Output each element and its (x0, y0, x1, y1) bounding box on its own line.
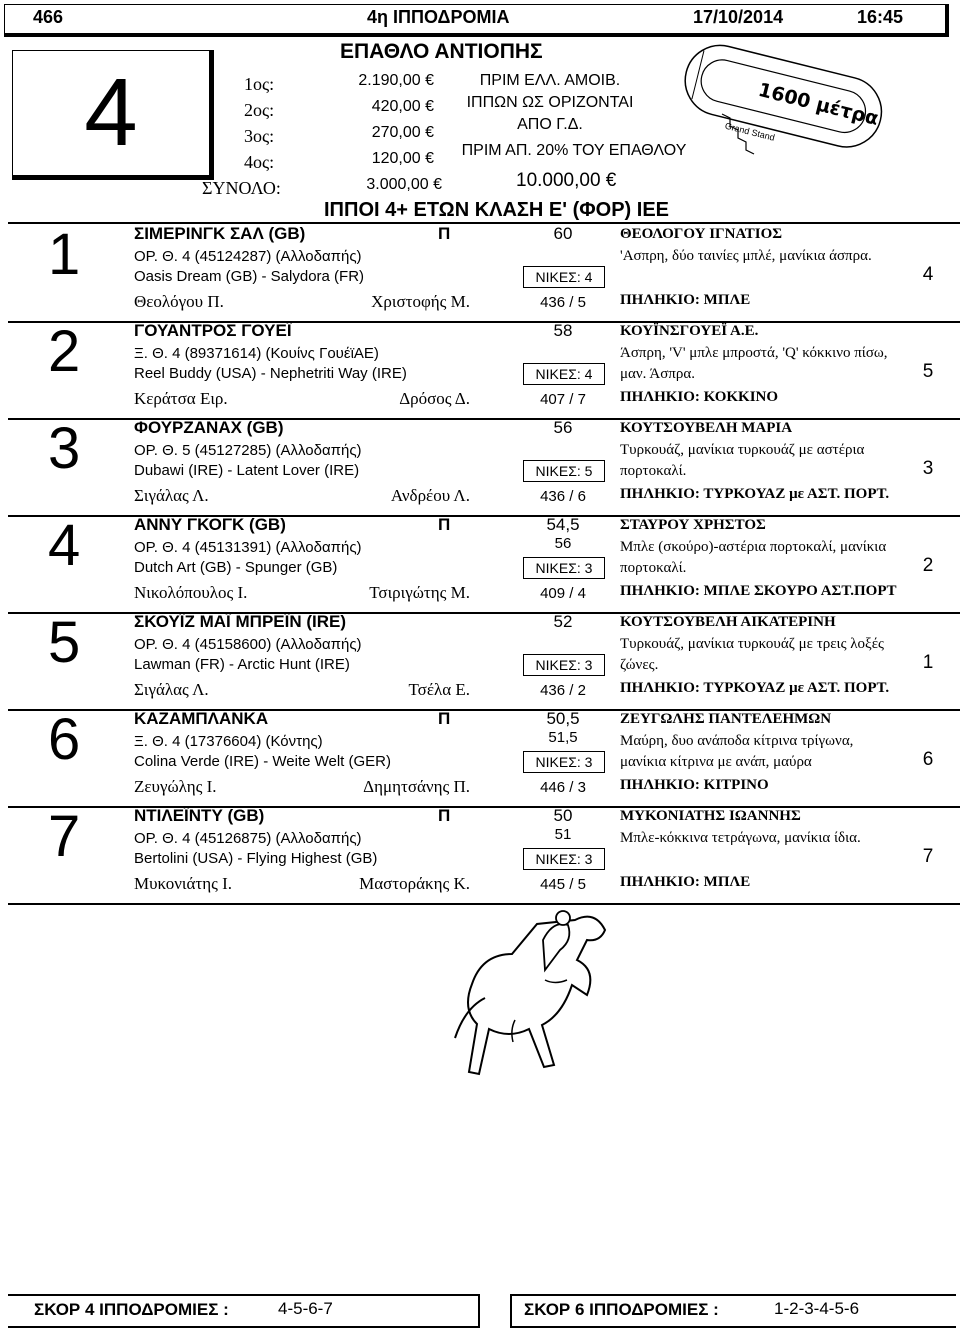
runner-owner: ΖΕΥΓΩΛΗΣ ΠΑΝΤΕΛΕΗΜΩΝ (620, 711, 832, 727)
runner-colors: Μπλε-κόκκινα τετράγωνα, μανίκια ίδια. (620, 830, 861, 846)
runner-rating: 436 / 2 (540, 682, 586, 699)
runner-owner: ΜΥΚΟΝΙΑΤΗΣ ΙΩΑΝΝΗΣ (620, 808, 801, 824)
table-row (8, 515, 960, 614)
runner-weight-alt: 56 (554, 535, 572, 552)
runner-origin: Ξ. Θ. 4 (17376604) (Κόντης) (134, 733, 323, 750)
runner-helmet: ΠΗΛΗΚΙΟ: ΜΠΛΕ (620, 874, 751, 890)
prize-total-label: ΣΥΝΟΛΟ: (202, 178, 281, 198)
runner-weight: 54,5 (546, 515, 580, 534)
runner-origin: ΟΡ. Θ. 4 (45126875) (Αλλοδαπής) (134, 830, 362, 847)
runner-draw: 2 (922, 555, 934, 576)
runner-pedigree: Oasis Dream (GB) - Salydora (FR) (134, 268, 365, 285)
runner-name: ΝΤΙΛΕΪΝΤΥ (GB) (134, 806, 265, 825)
runner-number: 5 (48, 610, 81, 675)
runner-wins: ΝΙΚΕΣ: 3 (523, 751, 605, 773)
runner-trainer: Ζευγώλης Ι. (134, 777, 217, 796)
runner-trainer: Κεράτσα Ειρ. (134, 389, 228, 408)
runner-name: ΦΟΥΡΖΑΝΑΧ (GB) (134, 418, 284, 437)
runner-pedigree: Dubawi (IRE) - Latent Lover (IRE) (134, 462, 360, 479)
header-bar (4, 4, 949, 37)
runner-weight: 50,5 (546, 709, 580, 728)
bonus-line-3: ΑΠΟ Γ.Δ. (517, 116, 583, 133)
runner-number: 4 (48, 513, 81, 578)
runner-name: ΚΑΖΑΜΠΛΑΝΚΑ (134, 709, 269, 728)
runner-helmet: ΠΗΛΗΚΙΟ: ΜΠΛΕ (620, 292, 751, 308)
runner-weight-alt: 51 (554, 826, 572, 843)
runner-jockey: Τσέλα Ε. (408, 680, 470, 699)
runner-name: ΑΝΝΥ ΓΚΟΓΚ (GB) (134, 515, 286, 534)
prize-place-3: 3ος: (244, 126, 275, 146)
runner-owner: ΚΟΥΪΝΣΓΟΥΕΪ Α.Ε. (620, 323, 759, 339)
track-distance: 1600 μέτρα (756, 78, 881, 130)
runner-mark: Π (438, 224, 451, 243)
runner-weight-alt: 51,5 (548, 729, 578, 746)
runner-helmet: ΠΗΛΗΚΙΟ: ΚΙΤΡΙΝΟ (620, 777, 769, 793)
runner-owner: ΘΕΟΛΟΓΟΥ ΙΓΝΑΤΙΟΣ (620, 226, 783, 242)
runner-origin: ΟΡ. Θ. 4 (45124287) (Αλλοδαπής) (134, 248, 362, 265)
race-date: 17/10/2014 (693, 7, 784, 27)
runner-jockey: Τσιριγώτης Μ. (369, 583, 470, 602)
runner-number: 3 (48, 416, 81, 481)
runner-colors: Τυρκουάζ, μανίκια τυρκουάζ με αστέρια πορτοκαλί. (620, 442, 865, 479)
table-row (8, 418, 960, 517)
runner-jockey: Χριστοφής Μ. (371, 292, 470, 311)
track-diagram (676, 42, 896, 172)
score6-label: ΣΚΟΡ 6 ΙΠΠΟΔΡΟΜΙΕΣ : (524, 1300, 719, 1319)
table-row (8, 321, 960, 420)
runner-wins: ΝΙΚΕΣ: 4 (523, 363, 605, 385)
table-row (8, 806, 960, 905)
score4-value: 4-5-6-7 (278, 1299, 333, 1318)
runner-trainer: Μυκονιάτης Ι. (134, 874, 233, 893)
runner-pedigree: Bertolini (USA) - Flying Highest (GB) (134, 850, 378, 867)
score4-label: ΣΚΟΡ 4 ΙΠΠΟΔΡΟΜΙΕΣ : (34, 1300, 229, 1319)
runner-weight: 56 (553, 418, 573, 437)
runner-draw: 6 (922, 749, 934, 770)
race-number-box (12, 50, 214, 180)
runner-origin: Ξ. Θ. 4 (89371614) (Κουίνς ΓουέϊΑΕ) (134, 345, 379, 362)
bonus-line-2: ΙΠΠΩΝ ΩΣ ΟΡΙΖΟΝΤΑΙ (466, 94, 634, 111)
page-number: 466 (33, 7, 64, 27)
runner-pedigree: Dutch Art (GB) - Spunger (GB) (134, 559, 338, 576)
prize-amount-1: 2.190,00 € (358, 72, 434, 89)
runner-mark: Π (438, 709, 451, 728)
runner-draw: 3 (922, 458, 934, 479)
runner-origin: ΟΡ. Θ. 4 (45158600) (Αλλοδαπής) (134, 636, 362, 653)
prize-total-amount: 3.000,00 € (366, 176, 442, 193)
race-meeting: 4η ΙΠΠΟΔΡΟΜΙΑ (367, 7, 510, 27)
runner-colors: Άσπρη, 'V' μπλε μπροστά, 'Q' κόκκινο πίσω, μαν. Άσπρα. (620, 345, 888, 382)
footer-score4 (8, 1294, 480, 1328)
runner-helmet: ΠΗΛΗΚΙΟ: ΤΥΡΚΟΥΑΖ με ΑΣΤ. ΠΟΡΤ. (620, 486, 890, 502)
runner-helmet: ΠΗΛΗΚΙΟ: ΚΟΚΚΙΝΟ (620, 389, 779, 405)
prize-place-2: 2ος: (244, 100, 275, 120)
runner-pedigree: Lawman (FR) - Arctic Hunt (IRE) (134, 656, 350, 673)
runner-rating: 445 / 5 (540, 876, 586, 893)
runner-draw: 7 (922, 846, 934, 867)
runner-origin: ΟΡ. Θ. 4 (45131391) (Αλλοδαπής) (134, 539, 362, 556)
runner-owner: ΚΟΥΤΣΟΥΒΕΛΗ ΜΑΡΙΑ (620, 420, 793, 436)
table-row (8, 224, 960, 323)
runner-rating: 436 / 5 (540, 294, 586, 311)
bonus-amount: 10.000,00 € (516, 170, 617, 191)
runner-wins: ΝΙΚΕΣ: 3 (523, 654, 605, 676)
prize-amount-4: 120,00 € (371, 150, 434, 167)
runner-pedigree: Colina Verde (IRE) - Weite Welt (GER) (134, 753, 392, 770)
runner-rating: 446 / 3 (540, 779, 586, 796)
runner-number: 7 (48, 804, 81, 869)
runner-mark: Π (438, 806, 451, 825)
runner-name: ΣΙΜΕΡΙΝΓΚ ΣΑΛ (GB) (134, 224, 306, 243)
runner-mark: Π (438, 515, 451, 534)
runner-wins: ΝΙΚΕΣ: 3 (523, 557, 605, 579)
race-conditions: ΙΠΠΟΙ 4+ ΕΤΩΝ ΚΛΑΣΗ Ε' (ΦΟΡ) ΙΕΕ (324, 199, 670, 221)
runner-rating: 436 / 6 (540, 488, 586, 505)
runner-owner: ΣΤΑΥΡΟΥ ΧΡΗΣΤΟΣ (620, 517, 766, 533)
race-number: 4 (84, 59, 138, 166)
runner-rating: 409 / 4 (540, 585, 586, 602)
runner-weight: 58 (553, 321, 573, 340)
runner-colors: 'Ασπρη, δύο ταινίες μπλέ, μανίκια άσπρα. (620, 248, 872, 264)
prize-amount-2: 420,00 € (371, 98, 434, 115)
runner-wins: ΝΙΚΕΣ: 5 (523, 460, 605, 482)
runner-weight: 52 (553, 612, 573, 631)
runner-draw: 4 (922, 264, 934, 285)
runner-pedigree: Reel Buddy (USA) - Nephetriti Way (IRE) (134, 365, 407, 382)
race-time: 16:45 (857, 7, 904, 27)
bonus-line-4: ΠΡΙΜ ΑΠ. 20% ΤΟΥ ΕΠΑΘΛΟΥ (461, 142, 687, 159)
prize-place-1: 1ος: (244, 74, 275, 94)
runner-helmet: ΠΗΛΗΚΙΟ: ΤΥΡΚΟΥΑΖ με ΑΣΤ. ΠΟΡΤ. (620, 680, 890, 696)
runner-owner: ΚΟΥΤΣΟΥΒΕΛΗ ΑΙΚΑΤΕΡΙΝΗ (620, 614, 836, 630)
runner-name: ΓΟΥΑΝΤΡΟΣ ΓΟΥΕΪ (134, 321, 292, 340)
runner-trainer: Σιγάλας Λ. (134, 486, 209, 505)
table-row (8, 612, 960, 711)
runner-colors: Μπλε (σκούρο)-αστέρια πορτοκαλί, μανίκια πορτοκαλί. (620, 539, 887, 576)
bonus-line-1: ΠΡΙΜ ΕΛΛ. ΑΜΟΙΒ. (479, 72, 621, 89)
score6-value: 1-2-3-4-5-6 (774, 1299, 860, 1318)
runner-name: ΣΚΟΥΪΖ ΜΑΪ ΜΠΡΕΪΝ (IRE) (134, 612, 347, 631)
runner-trainer: Θεολόγου Π. (134, 292, 224, 311)
runner-draw: 1 (922, 652, 934, 673)
runner-jockey: Μαστοράκης Κ. (359, 874, 470, 893)
runner-colors: Μαύρη, δυο ανάποδα κίτρινα τρίγωνα, μανίκια κίτρινα με ανάπ, μαύρα (620, 733, 854, 770)
runner-weight: 50 (553, 806, 573, 825)
runner-number: 1 (48, 222, 81, 287)
runner-draw: 5 (922, 361, 934, 382)
grand-stand-label: Grand Stand (723, 120, 776, 143)
runner-rating: 407 / 7 (540, 391, 586, 408)
runner-helmet: ΠΗΛΗΚΙΟ: ΜΠΛΕ ΣΚΟΥΡΟ ΑΣΤ.ΠΟΡΤ (620, 583, 897, 599)
runner-number: 2 (48, 319, 81, 384)
race-title: ΕΠΑΘΛΟ ΑΝΤΙΟΠΗΣ (340, 40, 543, 63)
runner-colors: Τυρκουάζ, μανίκια τυρκουάζ με τρεις λοξές ζώνες. (620, 636, 884, 673)
runner-jockey: Δημητσάνης Π. (363, 777, 470, 796)
runner-jockey: Ανδρέου Λ. (390, 486, 470, 505)
prize-place-4: 4ος: (244, 152, 275, 172)
runner-trainer: Νικολόπουλος Ι. (134, 583, 248, 602)
runner-jockey: Δρόσος Δ. (399, 389, 470, 408)
footer-score6 (510, 1294, 956, 1328)
runner-wins: ΝΙΚΕΣ: 4 (523, 266, 605, 288)
runner-wins: ΝΙΚΕΣ: 3 (523, 848, 605, 870)
table-row (8, 709, 960, 808)
runner-number: 6 (48, 707, 81, 772)
runner-trainer: Σιγάλας Λ. (134, 680, 209, 699)
prize-amount-3: 270,00 € (371, 124, 434, 141)
runner-weight: 60 (553, 224, 573, 243)
horse-jockey-illustration (445, 900, 615, 1100)
runner-origin: ΟΡ. Θ. 5 (45127285) (Αλλοδαπής) (134, 442, 362, 459)
